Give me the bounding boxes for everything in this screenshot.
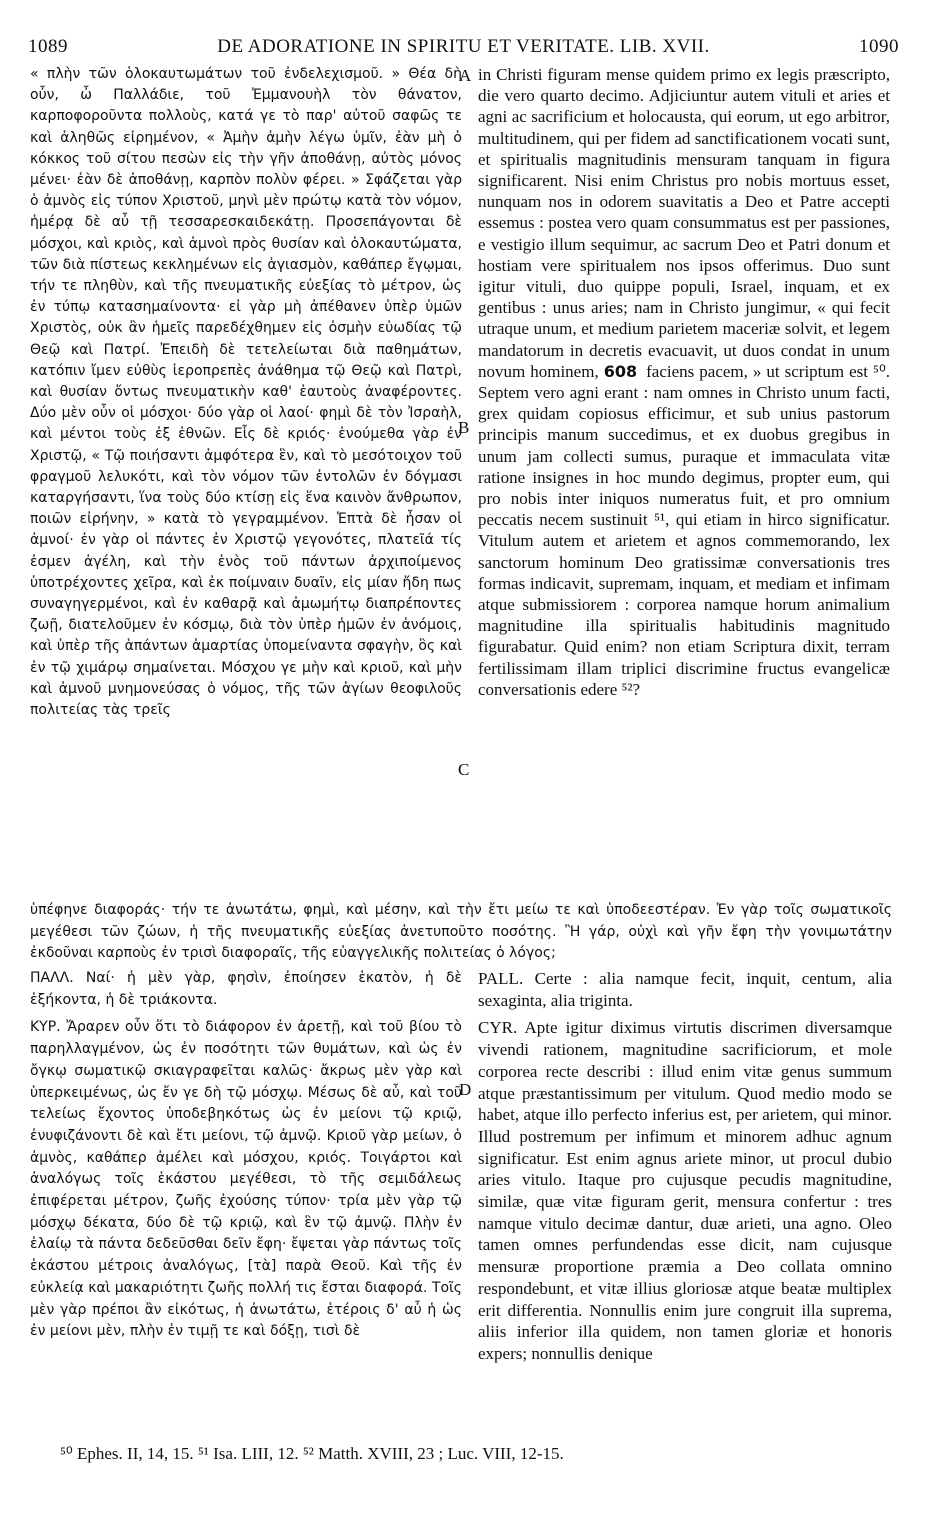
cyr-latin-paragraph <box>478 1017 892 1364</box>
latin-column-top <box>478 64 890 901</box>
pall-greek-paragraph <box>30 968 462 1011</box>
speaker-pall-latin: PALL. <box>478 969 524 988</box>
margin-letter-d: D <box>459 1080 472 1099</box>
latin-text-part-2: faciens pacem, » ut scriptum est ⁵⁰. Septem vero agni erant : nam omnes in Christo unum facti, grex quidam copiosus efficimur, et sub unius pastorum principis manum succedimus, et ex duobus gregibus in unum jam collecti sumus, puraque et immaculata vitæ ratione insignes in hoc mundo degimus, propter eum, qui pro nobis inter iniquos numeratus fuit, et pro omnium peccatis necem sustinuit ⁵¹, qui etiam in hirco significatur. Vitulum autem et arietem et agnos commemorando, lex sanctorum hominum Deo gratissimæ conversationis tres formas indicavit, supremam, inquam, et mediam et infimam atque submissiorem : corporea namque horum animalium magnitudine illa spiritualis habitudinis magnitudo figurabatur. Quid enim? non etiam Scriptura dixit, terram fertilissimam illam triplici discrimine fructus evangelicæ conversationis edere ⁵²? <box>478 361 891 699</box>
pall-greek-text: Ναί· ἡ μὲν γὰρ, φησὶν, ἐποίησεν ἑκατὸν, ἡ δὲ ἑξήκοντα, ἡ δὲ τριάκοντα. <box>30 970 463 1008</box>
kyr-greek-paragraph <box>30 1017 462 1343</box>
running-head <box>28 34 899 60</box>
greek-column-lower <box>30 968 462 1349</box>
speaker-kyr-greek: ΚΥΡ. <box>30 1019 61 1036</box>
pall-latin-text: Certe : alia namque fecit, inquit, centum, alia sexaginta, alia triginta. <box>478 969 892 1010</box>
full-width-paragraph: ὑπέφηνε διαφοράς· τήν τε ἀνωτάτω, φημὶ, καὶ μέσην, καὶ τὴν ἔτι μείω τε καὶ ὑποδεεστέραν. Ἐν γὰρ τοῖς σωματικοῖς μεγέθεσι τῶν ζώων, ἡ τῆς πνευματικῆς εὐεξίας ἀνετυποῦτο ποσότης. Ἢ γάρ, οὐχὶ καὶ γῆν ἔφη τὴν γονιμωτάτην ἐκδοῦναι καρποὺς ἐν τρισὶ διαφοραῖς, τῆς εὐαγγελικῆς πολιτείας ὁ λόγος; <box>30 902 892 961</box>
latin-paragraph <box>478 64 890 700</box>
speaker-pall-greek: ΠΑΛΛ. <box>30 970 74 986</box>
page-number-left: 1089 <box>28 36 68 57</box>
margin-letter-c: C <box>458 760 470 779</box>
greek-column-top <box>30 64 462 901</box>
speaker-cyr-latin: CYR. <box>478 1018 518 1038</box>
latin-column-lower <box>478 968 892 1371</box>
footnotes: ⁵⁰ Ephes. II, 14, 15. ⁵¹ Isa. LIII, 12. ⁵² Matth. XVIII, 23 ; Luc. VIII, 12-15. <box>60 1444 564 1463</box>
running-title: DE ADORATIONE IN SPIRITU ET VERITATE. LIB. XVII. <box>217 36 710 57</box>
column-number-badge: 608 <box>603 361 638 381</box>
page-number-right: 1090 <box>858 36 899 57</box>
pall-latin-paragraph <box>478 968 892 1011</box>
margin-letter-a: A <box>459 66 472 85</box>
greek-paragraph: « πλὴν τῶν ὁλοκαυτωμάτων τοῦ ἐνδελεχισμοῦ. » Θέα δὴ οὖν, ὦ Παλλάδιε, τοῦ Ἐμμανουὴλ τὸν θάνατον, καρποφοροῦντα πολλοὺς, κατά γε τὸ παρ' αὐτοῦ σαφῶς τε καὶ ἀληθῶς εἰρημένον, « Ἀμὴν ἀμὴν λέγω ὑμῖν, ἐὰν μὴ ὁ κόκκος τοῦ σίτου πεσὼν εἰς τὴν γῆν ἀποθάνῃ, αὐτὸς μόνος μένει· ἐὰν δὲ ἀποθάνῃ, καρπὸν πολὺν φέρει. » Σφάζεται γὰρ ὁ ἀμνὸς εἰς τύπον Χριστοῦ, μηνὶ μὲν πρώτῳ κατὰ τὸν νόμον, ἡμέρᾳ δὲ αὖ τῇ τεσσαρεσκαιδεκάτῃ. Προσεπάγονται δὲ μόσχοι, καὶ κριὸς, καὶ ἀμνοὶ πρὸς θυσίαν καὶ ὁλοκαυτώματα, τῶν διὰ πίστεως κεκλημένων εἰς ἁγιασμὸν, καθάπερ ἔγῳμαι, τήν τε πληθὺν, καὶ τῆς πνευματικῆς εὐεξίας τὸ μέτρον, ὡς ἐν τύπῳ κατασημαίνοντα· εἰ γὰρ μὴ ἀπέθανεν ὑπὲρ ὑμῶν Χριστὸς, οὐκ ἂν ἡμεῖς παρεδέχθημεν εἰς ὀσμὴν εὐωδίας τῷ Θεῷ καὶ Πατρί. Ἐπειδὴ δὲ τετελείωται διὰ παθημάτων, κατόπιν ἴμεν εὐθὺς ἱεροπρεπὲς ἀνάθημα τῷ Θεῷ καὶ Πατρὶ, καὶ θυσίαν ὄντως πνευματικὴν καθ' ἑαυτοὺς ἀναφέροντες. Δύο μὲν οὖν οἱ μόσχοι· δύο γὰρ οἱ λαοί· φημὶ δὲ τὸν Ἰσραὴλ, καὶ μέντοι τοὺς ἐξ ἐθνῶν. Εἷς δὲ κριός· ἑνούμεθα γὰρ ἐν Χριστῷ, « Τῷ ποιήσαντι ἀμφότερα ἓν, καὶ τὸ μεσότοιχον τοῦ φραγμοῦ λελυκότι, καὶ τὸν νόμον τῶν ἐντολῶν ἐν δόγμασι καταργήσαντι, ἵνα τοὺς δύο κτίσῃ εἰς ἕνα καινὸν ἄνθρωπον, ποιῶν εἰρήνην, » κατὰ τὸ γεγραμμένον. Ἑπτὰ δὲ ἦσαν οἱ ἀμνοί· ἐν γὰρ οἱ πάντες ἐν Χριστῷ γεγονότες, πλατεῖά τίς ἐσμεν ἀγέλη, καὶ τὴν ἑνὸς τοῦ πάντων ἀρχιποίμενος ὑποτρέχοντες χεῖρα, καὶ ἐκ ποίμναιν δυαῖν, εἰς μίαν ἤδη πως συναγηγερμένοι, καὶ ἐν καθαρᾷ καὶ ἀμωμήτῳ διαπρέποντες ζωῇ, διατελοῦμεν ἐν κόσμῳ, διὰ τὸν ὑπὲρ ἡμῶν ἐν ἀνόμοις, καὶ ὑπὲρ τῆς ἁπάντων ἁμαρτίας ὑπομείναντα σφαγὴν, ὃς καὶ ἐν τῷ χιμάρῳ σημαίνεται. Μόσχου γε μὴν καὶ κριοῦ, καὶ μὴν καὶ ἀμνοῦ μνημονεύσας ὁ νόμος, τῆς τῶν ἁγίων θεοφιλοῦς πολιτείας τὰς τρεῖς <box>30 66 462 719</box>
margin-letter-b: B <box>458 418 470 437</box>
cyr-latin-text: Apte igitur diximus virtutis discrimen diversamque vivendi rationem, magnitudine sacrificiorum, et mole corporea recte describi : illud enim vitæ genus summum atque præstantissimum per vitulum. Quod medio modo se habet, atque illo perfecto inferius est, per arietem, qui minor. Illud postremum per infimum et minorem adhuc agnum significatur. Est enim agnus ariete minor, ut procul dubio aries vitulo. Itaque pro cujusque pecudis magnitudine, similæ, quæ vitæ figuram gerit, mensura confertur : tres namque vitulo decimæ dantur, duæ arieti, una agno. Oleo tamen omnes perfundendas esse dicit, nam cujusque mensuræ proportione præmia a Deo collata omnino respondebunt, et vitæ illius gloriosæ atque beatæ multiplex erit differentia. Nonnullis enim jure congruit illa suprema, aliis inferior illa quidem, non tamen gloriæ et honoris expers; nonnullis denique <box>478 1018 893 1363</box>
full-width-greek <box>30 900 892 965</box>
latin-text-part-1: in Christi figuram mense quidem primo ex legis præscripto, die vero quarto decimo. Adjiciuntur autem vituli et aries et agni ac sacrificium et holocausta, qui eorum, ut ego arbitror, multitudinem, qui per fidem ad sanctificationem vocati sunt, et spiritualis magnitudinis mensuram tanquam in figura significarent. Nisi enim Christus pro nobis mortuus esset, nunquam nos in odorem suavitatis a Deo et Patre accepti essemus : postea vero quam consummatus est per passiones, e vestigio illum sequimur, ac sacrum Deo et Patri donum et hostiam vere spiritualem nos ipsos offerimus. Duo sunt igitur vituli, duo quippe populi, Israel, inquam, et ex gentibus : unus aries; nam in Christo jungimur, « qui fecit utraque unum, et medium parietem maceriæ solvit, et legem mandatorum in decretis evacuavit, ut duos condat in unum novum hominem, <box>478 65 890 381</box>
kyr-greek-text: Ἄραρεν οὖν ὅτι τὸ διάφορον ἐν ἀρετῇ, καὶ τοῦ βίου τὸ παρηλλαγμένον, ὡς ἐν ποσότητι τῶν θυμάτων, καὶ ὡς ἐν ὄγκῳ σωματικῷ σκιαγραφεῖται καλῶς· ἄκρως μὲν γὰρ καὶ ὑπερκειμένως, ὡς ἔν γε δὴ τῷ μόσχῳ. Μέσως δὲ αὖ, καὶ τοῦ τελείως ἔχοντος ὑποδεβηκότως ὡς ἐν μείονι τῷ κριῷ, ἐνυφιζάνοντι δὲ καὶ ἔτι μείονι, τῷ ἀμνῷ. Κριοῦ γὰρ μείων, ὁ ἀμνὸς, καθάπερ ἀμέλει καὶ μόσχου, κριός. Τοιγάρτοι καὶ ἀναλόγως τοῖς ἑκάστου μεγέθεσι, τὸ τῆς σεμιδάλεως ἐπιφέρεται μέτρον, ζωῆς ἐχούσης τύπον· τρία μὲν γὰρ τῷ μόσχῳ δέκατα, δύο δὲ τῷ κριῷ, καὶ ἓν τῷ ἀμνῷ. Πλὴν ἐν ἐλαίῳ τὰ πάντα δεδεῦσθαι δεῖν ἔφη· ἔψεται γὰρ πάντως τοῖς ἑκάστου μέτροις ἀναλόγως, [τὰ] παρὰ Θεοῦ. Καὶ τῆς ἐν εὐκλείᾳ καὶ μακαριότητι ζωῆς πολλή τις ἔσται διαφορά. Τοῖς μὲν γὰρ πρέποι ἂν εἰκότως, ἡ ἀνωτάτω, ἑτέροις δ' αὖ ἡ ὡς ἐν μείονι μὲν, πλὴν ἐν τιμῇ τε καὶ δόξῃ, τισὶ δὲ <box>30 1019 462 1340</box>
